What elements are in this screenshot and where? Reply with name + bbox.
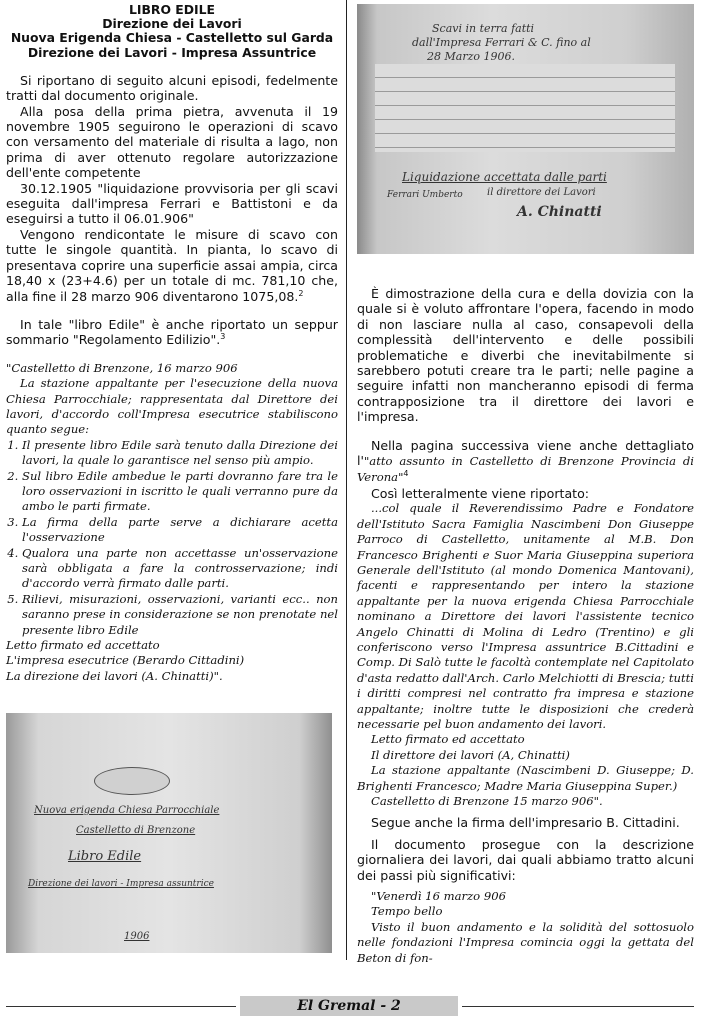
ledger-caption-2: il direttore dei Lavori: [487, 187, 596, 198]
liquidation-paragraph: 30.12.1905 "liquidazione provvisoria per gli scavi eseguita dall'impresa Ferrari e Battistoni e da eseguirsi a tutto il 06.01.906": [6, 180, 338, 227]
act-quote: "atto assunto in Castelletto di Brenzone Provincia di Verona": [357, 454, 694, 485]
diary-date: "Venerdì 16 marzo 906: [371, 889, 506, 904]
ledger-heading-1: Scavi in terra fatti: [432, 22, 535, 35]
footnote-ref-2: 2: [298, 288, 304, 298]
header-line-3: Nuova Erigenda Chiesa - Castelletto sul Garda: [10, 30, 334, 46]
act-signature-4: Castelletto di Brenzone 15 marzo 906".: [371, 794, 603, 808]
footer-rule-right: [462, 1006, 694, 1007]
header-line-2: Direzione dei Lavori: [102, 16, 242, 32]
footer-page-label: El Gremal - 2: [240, 996, 458, 1016]
measures-text: Vengono rendicontate le misure di scavo con tutte le singole quantità. In pianta, lo scavo di presentava coprire una superficie assai ampia, circa 18,40 x (23+4.6) per un totale di mc. 781,10 che, alla fine il 28 marzo 906 diventarono 1075,08.: [6, 226, 338, 304]
diary-weather: Tempo bello: [371, 904, 443, 919]
ledger-heading-2: dall'Impresa Ferrari & C. fino al: [412, 36, 591, 49]
rule-item: 5. Rilievi, misurazioni, osservazioni, varianti ecc.. non saranno prese in considerazione se non prenotate nel presente libro Edile: [22, 592, 338, 638]
diary-entry: Visto il buon andamento e la solidità del sottosuolo nelle fondazioni l'Impresa comincia oggi la gettata del Beton di fon-: [357, 919, 694, 965]
ledger-heading-3: 28 Marzo 1906.: [427, 50, 515, 63]
regulation-list: [6, 438, 338, 638]
cover-line-3: Libro Edile: [68, 849, 142, 864]
intro-paragraph: Si riportano di seguito alcuni episodi, fedelmente tratti dal documento originale.: [6, 72, 338, 104]
act-quote-body: ...col quale il Reverendissimo Padre e Fondatore dell'Istituto Sacra Famiglia Nascimbeni Don Giuseppe Parroco di Castelletto, unitamente al M.B. Don Francesco Brighenti e Suor Maria Giuseppina superiora Generale dell'Istituto (al mondo Domenica Mantovani), facenti e rappresentando per intero la stazione appaltante per la nuova erigenda Chiesa Parrocchiale nominano a Direttore dei lavori l'assistente tecnico Angelo Chinatti di Molina di Ledro (Trentino) e gli conferiscono verso l'Impresa assuntrice B.Cittadini e Comp. Di Salò tutte le facoltà contemplate nel Capitolato d'asta redatto dall'Arch. Carlo Melchiotti di Brescia; tutti i diritti compresi nel contratto fra impresa e stazione appaltante; inoltre tutte le disposizioni che crederà necessarie pel buon andamento dei lavori.: [357, 501, 694, 731]
act-signature-3: La stazione appaltante (Nascimbeni D. Giuseppe; D. Brighenti Francesco; Madre Maria Giuseppina Super.): [357, 763, 694, 793]
ledger-page-photo: [357, 4, 694, 254]
demonstration-paragraph: È dimostrazione della cura e della dovizia con la quale si è voluto affrontare l'opera, facendo in modo di non lasciare nulla al caso, consapevoli della complessità dell'intervento e delle possibili problematiche e diverbi che inevitabilmente si sarebbero potuti creare tra le parti; nelle pagine a seguire infatti non mancheranno episodi di ferma contrapposizione tra il direttore dei lavori e l'impresa.: [357, 286, 694, 425]
ledger-ruled-lines: [375, 64, 675, 152]
libro-edile-cover-photo: [6, 713, 332, 953]
header-line-1: LIBRO EDILE: [128, 2, 216, 17]
act-signature-1: Letto firmato ed accettato: [371, 732, 525, 747]
rule-item: 4. Qualora una parte non accettasse un'osservazione sarà obbligata a fare la controsservazione; indi d'accordo verrà firmato dalle parti.: [22, 546, 338, 592]
quote-place: "Castelletto di Brenzone, 16 marzo 906: [6, 360, 238, 375]
ledger-signature-left: Ferrari Umberto: [387, 190, 463, 200]
quote-intro: La stazione appaltante per l'esecuzione della nuova Chiesa Parrocchiale; rappresentata dal Direttore dei lavori, d'accordo coll'Impresa esecutrice stabiliscono quanto segue:: [6, 376, 338, 437]
first-stone-paragraph: Alla posa della prima pietra, avvenuta il 19 novembre 1905 seguirono le operazioni di scavo con versamento del materiale di risulta a lago, non prima di aver ottenuto regolare autorizzazione dell'ente competente: [6, 103, 338, 181]
act-paragraph: [357, 438, 694, 486]
ledger-signature: A. Chinatti: [517, 204, 602, 220]
right-column: [357, 286, 694, 966]
article-header: [6, 3, 338, 60]
cover-line-2: Castelletto di Brenzone: [76, 825, 196, 836]
ledger-caption: Liquidazione accettata dalle parti: [402, 170, 607, 184]
left-column: [6, 0, 338, 684]
cover-line-1: Nuova erigenda Chiesa Parrocchiale: [34, 805, 220, 816]
rule-item: 3. La firma della parte serve a dichiarare acetta l'osservazione: [22, 515, 338, 546]
signature-line-2: L'impresa esecutrice (Berardo Cittadini): [6, 653, 245, 668]
cover-line-4: Direzione dei lavori - Impresa assuntrice: [28, 879, 214, 889]
footnote-ref-4: 4: [403, 469, 409, 479]
act-text: Nella pagina successiva viene anche dettagliato l': [357, 437, 694, 469]
literally-paragraph: Così letteralmente viene riportato:: [371, 485, 590, 501]
act-signature-2: Il direttore dei lavori (A, Chinatti): [371, 747, 570, 762]
measures-paragraph: [6, 227, 338, 304]
signature-line-3: La direzione dei lavori (A. Chinatti)".: [6, 668, 223, 683]
daily-log-paragraph: Il documento prosegue con la descrizione giornaliera dei lavori, dai quali abbiamo tratto alcuni dei passi più significativi:: [357, 836, 694, 883]
footnote-ref-3: 3: [220, 332, 226, 342]
column-divider: [346, 0, 347, 960]
regulation-paragraph: [6, 317, 338, 348]
cover-year: 1906: [124, 931, 150, 942]
signature-line-1: Letto firmato ed accettato: [6, 638, 160, 653]
header-line-4: Direzione dei Lavori - Impresa Assuntrice: [27, 44, 317, 60]
rule-item: 2. Sul libro Edile ambedue le parti dovranno fare tra le loro osservazioni in iscritto le quali verranno pure da ambo le parti firmate.: [22, 469, 338, 515]
stamp-icon: [94, 767, 170, 795]
regulation-text: In tale "libro Edile" è anche riportato un seppur sommario "Regolamento Edilizio".: [6, 316, 338, 348]
contractor-signature-paragraph: Segue anche la firma dell'impresario B. Cittadini.: [371, 815, 680, 831]
footer-rule-left: [6, 1006, 236, 1007]
rule-item: 1. Il presente libro Edile sarà tenuto dalla Direzione dei lavori, la quale lo garantisce nel senso più ampio.: [22, 438, 338, 469]
